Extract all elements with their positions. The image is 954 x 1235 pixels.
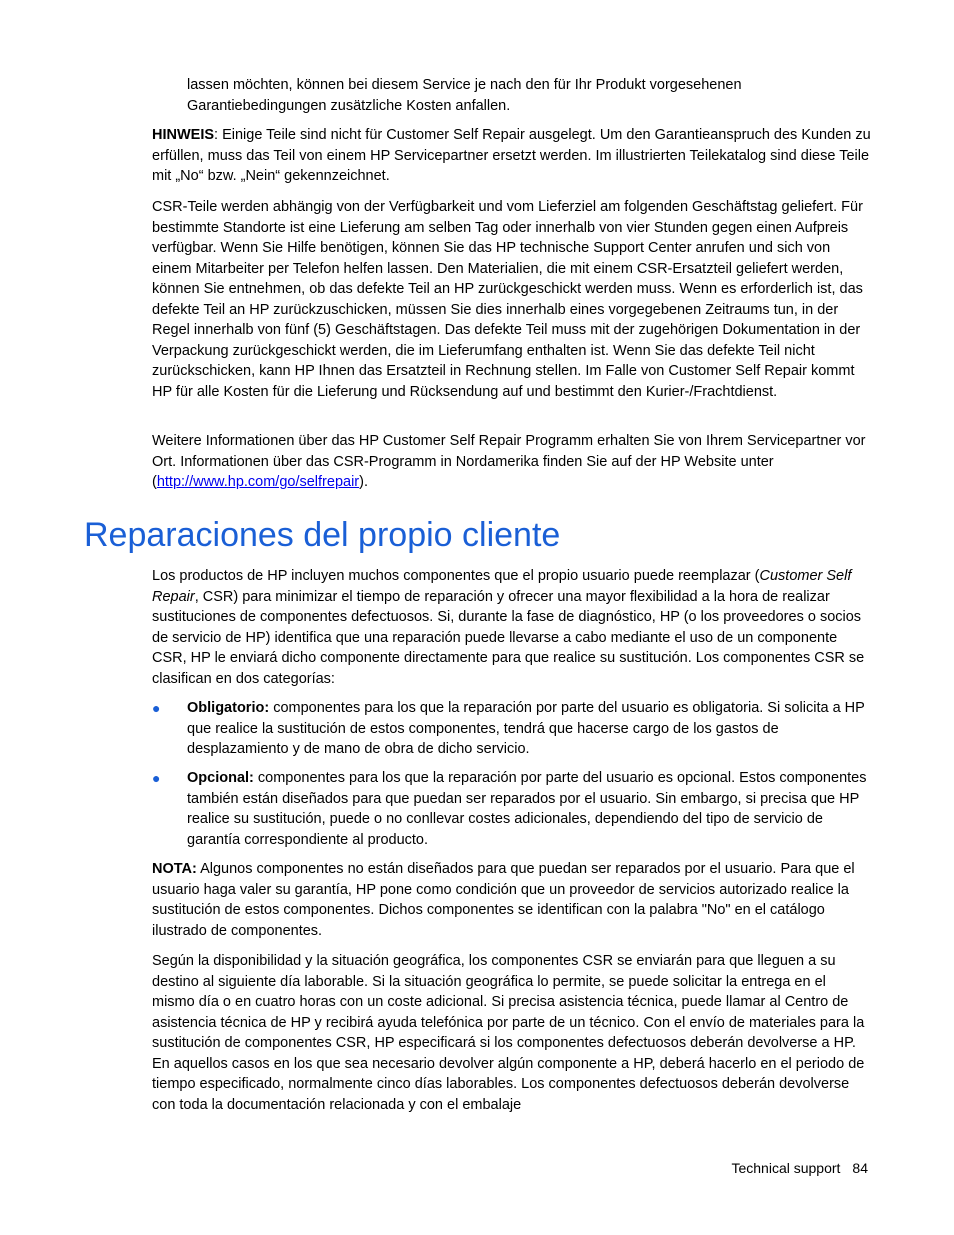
german-note [152, 125, 872, 187]
bullet-label: Opcional: [187, 770, 254, 786]
bullet-icon: ● [152, 700, 161, 716]
german-paragraph-1: CSR-Teile werden abhängig von der Verfügbarkeit und vom Lieferziel am folgenden Geschäftstag geliefert. Für bestimmte Standorte ist eine Lieferung am selben Tag oder innerhalb von vier Stunden gegen einen Aufpreis verfügbar. Wenn Sie Hilfe benötigen, können Sie das HP technische Support Center anrufen und sich von einem Mitarbeiter per Telefon helfen lassen. Den Materialien, die mit einem CSR-Ersatzteil geliefert werden, können Sie entnehmen, ob das defekte Teil an HP zurückgeschickt werden muss. Wenn es erforderlich ist, das defekte Teil an HP zurückzuschicken, müssen Sie dies innerhalb eines vorgegebenen Zeitraums tun, in der Regel innerhalb von fünf (5) Geschäftstagen. Das defekte Teil muss mit der zugehörigen Dokumentation in der Verpackung zurückgeschickt werden, die im Lieferumfang enthalten ist. Wenn Sie das defekte Teil nicht zurückschicken, kann HP Ihnen das Ersatzteil in Rechnung stellen. Im Falle von Customer Self Repair kommt HP für alle Kosten für die Lieferung und Rücksendung auf und bestimmt den Kurier-/Frachtdienst. [152, 199, 863, 400]
german-note-text: : Einige Teile sind nicht für Customer Self Repair ausgelegt. Um den Garantieanspruch des Kunden zu erfüllen, muss das Teil von einem HP Servicepartner ersetzt werden. Im illustrierten Teilekatalog sind diese Teile mit „No“ bzw. „Nein“ gekennzeichnet. [152, 127, 871, 184]
page-footer [731, 1158, 868, 1178]
nota-paragraph [152, 859, 872, 941]
nota-label: NOTA: [152, 861, 197, 877]
intro-text-before: Los productos de HP incluyen muchos componentes que el propio usuario puede reemplazar ( [152, 568, 760, 584]
german-paragraph-2-text: Weitere Informationen über das HP Customer Self Repair Programm erhalten Sie von Ihrem Servicepartner vor Ort. Informationen über das CSR-Programm in Nordamerika finden Sie auf der HP Website unter ( [152, 433, 866, 490]
german-paragraph-2 [152, 431, 872, 493]
bullet-text: componentes para los que la reparación por parte del usuario es obligatoria. Si solicita a HP que realice la sustitución de estos componentes, tendrá que hacerse cargo de los gastos de desplazamiento y de mano de obra de dicho servicio. [187, 700, 865, 757]
selfrepair-link[interactable]: http://www.hp.com/go/selfrepair [156, 474, 360, 490]
bullet-item-obligatorio [187, 698, 872, 760]
intro-italic: Customer Self Repair [152, 568, 852, 605]
nota-text: Algunos componentes no están diseñados para que puedan ser reparados por el usuario. Para que el usuario haga valer su garantía, HP pone como condición que un proveedor de servicios autorizado realice la sustitución de estos componentes. Dichos componentes se identifican con la palabra "No" en el catálogo ilustrado de componentes. [152, 861, 855, 939]
final-paragraph: Según la disponibilidad y la situación geográfica, los componentes CSR se enviarán para que lleguen a su destino al siguiente día laborable. Si la situación geográfica lo permite, se puede solicitar la entrega en el mismo día o en cuatro horas con un coste adicional. Si precisa asistencia técnica, puede llamar al Centro de asistencia técnica de HP y recibirá ayuda telefónica por parte de un técnico. Con el envío de materiales para la sustitución de componentes CSR, HP especificará si los componentes defectuosos deberán devolverse a HP. En aquellos casos en los que sea necesario devolver algún componente a HP, deberá hacerlo en el periodo de tiempo especificado, normalmente cinco días laborables. Los componentes defectuosos deberán devolverse con toda la documentación relacionada y con el embalaje [152, 953, 865, 1113]
bullet-label: Obligatorio: [187, 700, 270, 716]
bullet-text: componentes para los que la reparación por parte del usuario es opcional. Estos componentes también están diseñados para que puedan ser reparados por el usuario. Sin embargo, si precisa que HP realice su sustitución, puede o no conllevar costes adicionales, dependiendo del tipo de servicio de garantía correspondiente al producto. [187, 770, 867, 848]
page-number: 84 [852, 1160, 868, 1176]
intro-text-after: , CSR) para minimizar el tiempo de reparación y ofrecer una mayor flexibilidad a la hora de realizar sustituciones de componentes defectuosos. Si, durante la fase de diagnóstico, HP (o los proveedores o socios de servicio de HP) identifica que una reparación puede llevarse a cabo mediante el uso de un componente CSR, HP le enviará dicho componente directamente para que realice su sustitución. Los componentes CSR se clasifican en dos categorías: [152, 588, 865, 687]
continued-paragraph: lassen möchten, können bei diesem Service je nach den für Ihr Produkt vorgesehenen Garantiebedingungen zusätzliche Kosten anfallen. [187, 77, 742, 114]
bullet-icon: ● [152, 770, 161, 786]
section-heading: Reparaciones del propio cliente [84, 516, 561, 554]
footer-section: Technical support [731, 1160, 841, 1176]
bullet-item-opcional [187, 768, 872, 850]
intro-paragraph [152, 566, 872, 689]
german-note-label: HINWEIS [152, 127, 215, 143]
german-paragraph-2-after: ). [359, 474, 368, 490]
